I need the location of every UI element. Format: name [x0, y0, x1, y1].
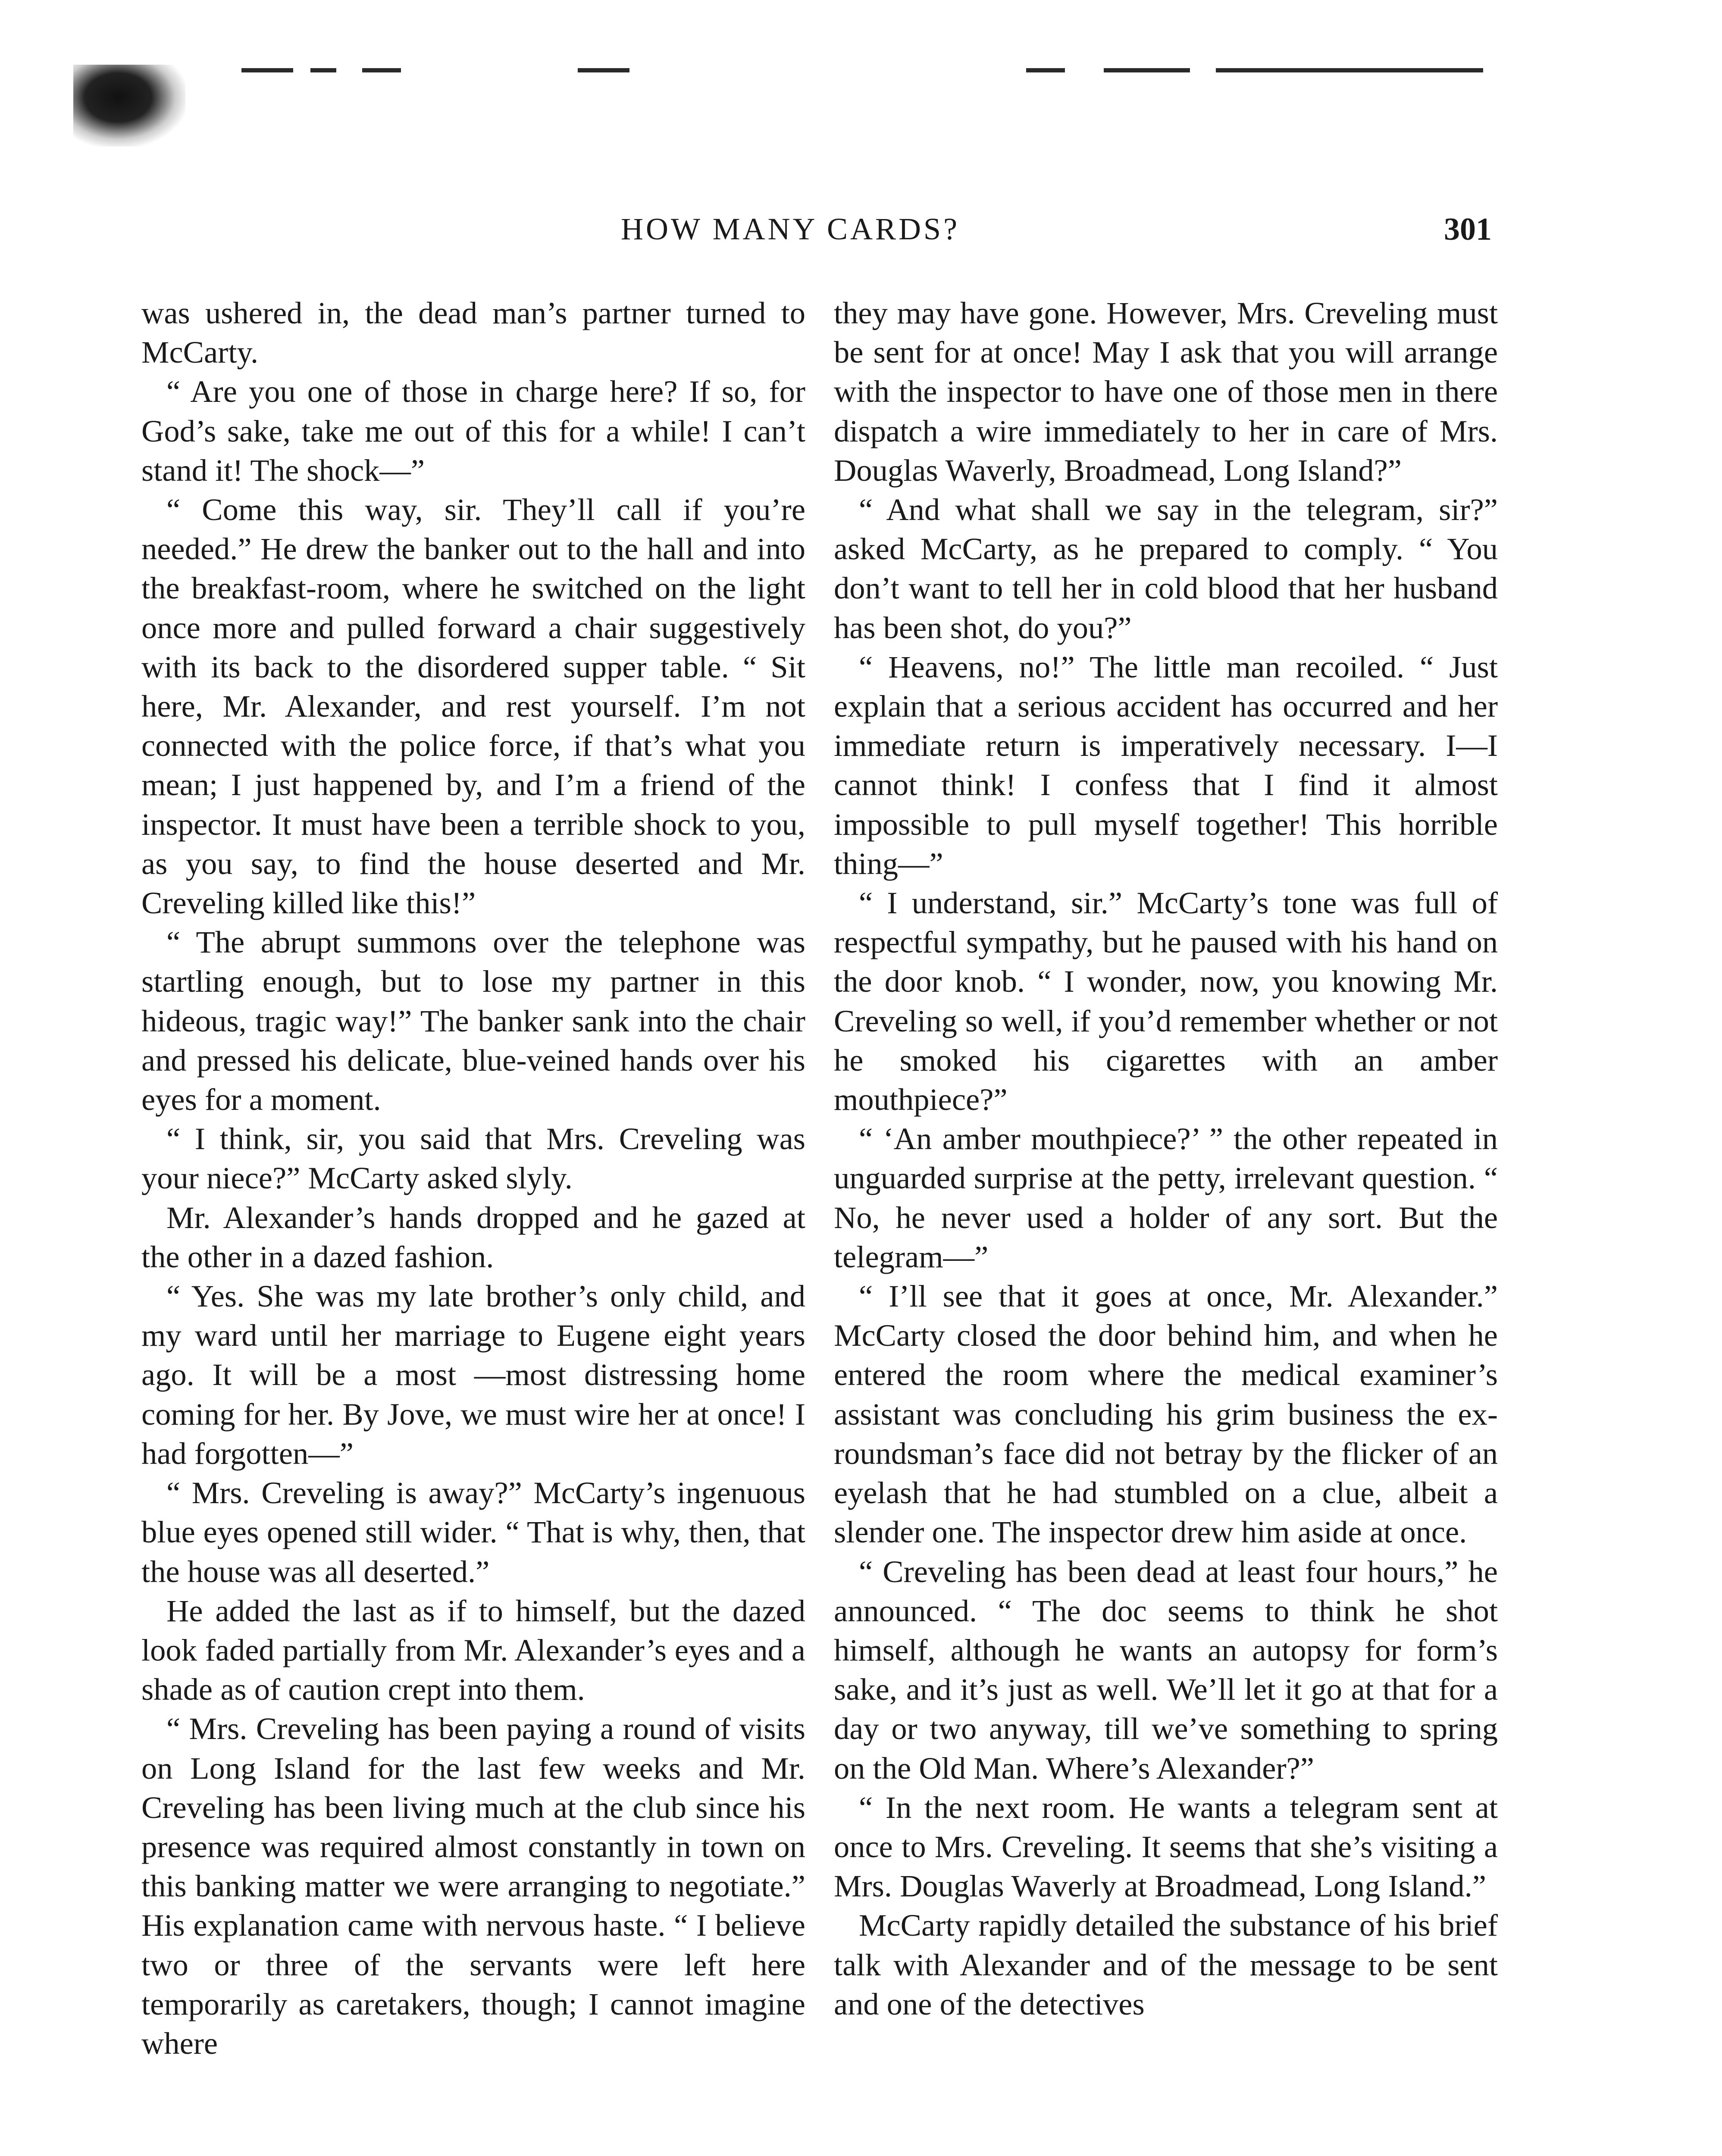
paragraph: “ Creveling has been dead at least four hours,” he announced. “ The doc seems to think he shot himself, although he wants an autopsy for form’s sake, and it’s just as well. We’ll let it go at that for a day or two anyway, till we’ve something to spring on the Old Man. Where’s Alexander?” [834, 1554, 1498, 1786]
paragraph: “ I understand, sir.” McCarty’s tone was full of respectful sympathy, but he paused with his hand on the door knob. “ I wonder, now, you knowing Mr. Creveling so well, if you’d remember whether or not he smoked his cigarettes with an amber mouthpiece?” [834, 885, 1498, 1117]
paragraph: they may have gone. However, Mrs. Creveling must be sent for at once! May I ask that you will arrange with the inspector to have one of those men in there dispatch a wire immediately to her in care of Mrs. Douglas Waverly, Broadmead, Long Island?” [834, 295, 1498, 488]
paragraph: Mr. Alexander’s hands dropped and he gazed at the other in a dazed fashion. [141, 1200, 805, 1274]
scan-smudge-top-left [73, 65, 185, 147]
paragraph: “ ‘An amber mouthpiece?’ ” the other repeated in unguarded surprise at the petty, irrelevant question. “ No, he never used a holder of any sort. But the telegram—” [834, 1121, 1498, 1274]
scan-edge-mark [241, 68, 293, 72]
paragraph: “ I think, sir, you said that Mrs. Creveling was your niece?” McCarty asked slyly. [141, 1121, 805, 1196]
right-text-column [834, 293, 1498, 2024]
paragraph: “ And what shall we say in the telegram, sir?” asked McCarty, as he prepared to comply. “ You don’t want to tell her in cold blood that her husband has been shot, do you?” [834, 492, 1498, 645]
paragraph: “ I’ll see that it goes at once, Mr. Alexander.” McCarty closed the door behind him, and when he entered the room where the medical examiner’s assistant was concluding his grim business the ex-roundsman’s face did not betray by the flicker of an eyelash that he had stumbled on a clue, albeit a slender one. The inspector drew him aside at once. [834, 1279, 1498, 1550]
paragraph: “ In the next room. He wants a telegram sent at once to Mrs. Creveling. It seems that she’s visiting a Mrs. Douglas Waverly at Broadmead, Long Island.” [834, 1789, 1498, 1904]
paragraph: McCarty rapidly detailed the substance of his brief talk with Alexander and of the message to be sent and one of the detectives [834, 1908, 1498, 2021]
scan-edge-mark [1026, 68, 1065, 72]
running-title: HOW MANY CARDS? [621, 212, 960, 246]
running-header [621, 211, 1492, 259]
paragraph: “ Heavens, no!” The little man recoiled. “ Just explain that a serious accident has occurred and her immediate return is imperatively necessary. I—I cannot think! I confess that I find it almost impossible to pull myself together! This horrible thing—” [834, 649, 1498, 881]
scan-edge-mark [362, 68, 401, 72]
scan-edge-mark [310, 68, 336, 72]
page-number: 301 [1444, 212, 1492, 247]
paragraph: “ Are you one of those in charge here? If so, for God’s sake, take me out of this for a while! I can’t stand it! The shock—” [141, 374, 805, 488]
paragraph: “ Come this way, sir. They’ll call if you’re needed.” He drew the banker out to the hall and into the breakfast-room, where he switched on the light once more and pulled forward a chair suggestively with its back to the disordered supper table. “ Sit here, Mr. Alexander, and rest yourself. I’m not connected with the police force, if that’s what you mean; I just happened by, and I’m a friend of the inspector. It must have been a terrible shock to you, as you say, to find the house deserted and Mr. Creveling killed like this!” [141, 492, 805, 921]
paragraph: He added the last as if to himself, but the dazed look faded partially from Mr. Alexander’s eyes and a shade as of caution crept into them. [141, 1593, 805, 1707]
scan-edge-mark [1104, 68, 1190, 72]
paragraph: “ Mrs. Creveling has been paying a round of visits on Long Island for the last few weeks and Mr. Creveling has been living much at the club since his presence was required almost constantly in town on this banking matter we were arranging to negotiate.” His explanation came with nervous haste. “ I believe two or three of the servants were left here temporarily as caretakers, though; I cannot imagine where [141, 1711, 805, 2061]
scan-edge-mark [578, 68, 629, 72]
scan-edge-mark [1216, 68, 1483, 72]
paragraph: “ The abrupt summons over the telephone was startling enough, but to lose my partner in this hideous, tragic way!” The banker sank into the chair and pressed his delicate, blue-veined hands over his eyes for a moment. [141, 924, 805, 1117]
paragraph: was ushered in, the dead man’s partner turned to McCarty. [141, 295, 805, 370]
paragraph: “ Mrs. Creveling is away?” McCarty’s ingenuous blue eyes opened still wider. “ That is why, then, that the house was all deserted.” [141, 1475, 805, 1589]
left-text-column [141, 293, 805, 2063]
paragraph: “ Yes. She was my late brother’s only child, and my ward until her marriage to Eugene eight years ago. It will be a most —most distressing home coming for her. By Jove, we must wire her at once! I had forgotten—” [141, 1279, 805, 1471]
